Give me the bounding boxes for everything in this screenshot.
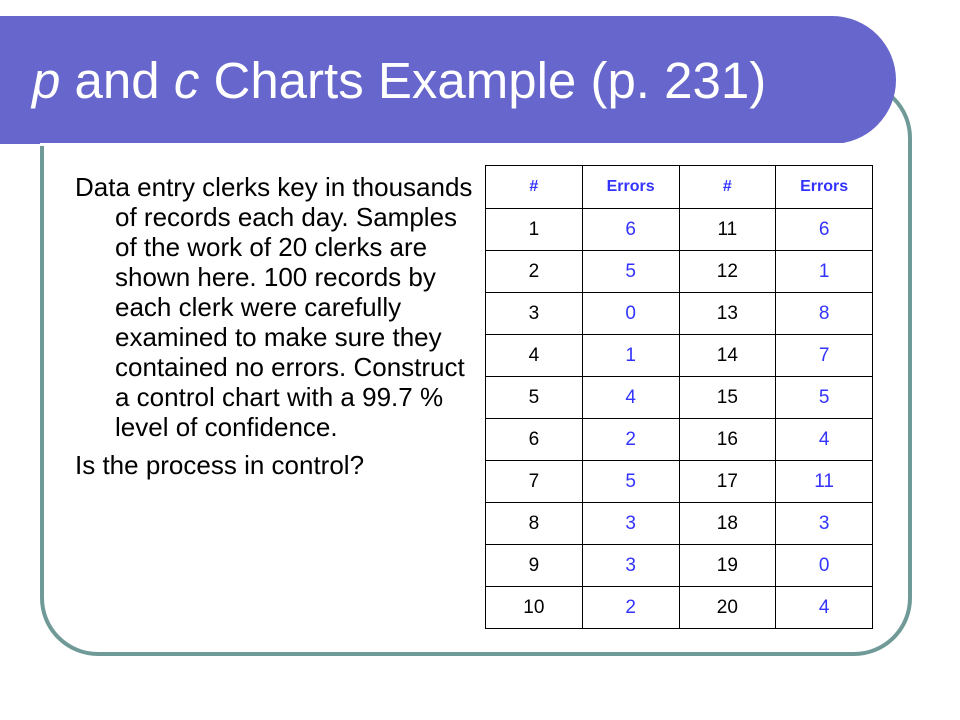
sample-number: 10 xyxy=(486,587,583,629)
error-count: 4 xyxy=(582,377,679,419)
table-row xyxy=(486,545,873,587)
title-rest: Charts Example (p. 231) xyxy=(213,52,767,109)
slide-title xyxy=(32,50,766,112)
error-count: 7 xyxy=(776,335,873,377)
table-row xyxy=(486,251,873,293)
header-number-1: # xyxy=(486,166,583,209)
body-paragraph-1: Data entry clerks key in thousands of records each day. Samples of the work of 20 clerks are shown here. 100 records by each clerk were carefully examined to make sure they contained no errors. Construct a control chart with a 99.7 % level of confidence. xyxy=(75,172,473,442)
sample-number: 2 xyxy=(486,251,583,293)
sample-number: 1 xyxy=(486,209,583,251)
sample-number: 4 xyxy=(486,335,583,377)
error-count: 5 xyxy=(776,377,873,419)
body-paragraph-2: Is the process in control? xyxy=(75,450,365,480)
error-count: 4 xyxy=(776,587,873,629)
title-italic-c: c xyxy=(173,52,200,109)
error-count: 1 xyxy=(776,251,873,293)
body-text xyxy=(75,172,475,480)
table-row xyxy=(486,293,873,335)
error-count: 3 xyxy=(582,503,679,545)
table-row xyxy=(486,419,873,461)
sample-number: 18 xyxy=(679,503,776,545)
sample-number: 6 xyxy=(486,419,583,461)
table-row xyxy=(486,335,873,377)
error-count: 6 xyxy=(776,209,873,251)
error-count: 3 xyxy=(582,545,679,587)
error-count: 1 xyxy=(582,335,679,377)
sample-number: 13 xyxy=(679,293,776,335)
header-errors-2: Errors xyxy=(776,166,873,209)
sample-number: 12 xyxy=(679,251,776,293)
table-row xyxy=(486,587,873,629)
error-count: 2 xyxy=(582,587,679,629)
error-count: 5 xyxy=(582,251,679,293)
sample-number: 17 xyxy=(679,461,776,503)
error-count: 5 xyxy=(582,461,679,503)
header-number-2: # xyxy=(679,166,776,209)
sample-number: 14 xyxy=(679,335,776,377)
table-row xyxy=(486,377,873,419)
error-count: 11 xyxy=(776,461,873,503)
sample-number: 15 xyxy=(679,377,776,419)
table-row xyxy=(486,209,873,251)
title-underline xyxy=(40,143,878,146)
title-bar xyxy=(0,16,896,144)
error-count: 8 xyxy=(776,293,873,335)
error-count: 0 xyxy=(582,293,679,335)
sample-number: 3 xyxy=(486,293,583,335)
error-count: 3 xyxy=(776,503,873,545)
sample-number: 16 xyxy=(679,419,776,461)
title-and: and xyxy=(74,52,160,109)
sample-number: 19 xyxy=(679,545,776,587)
error-count: 4 xyxy=(776,419,873,461)
error-count: 2 xyxy=(582,419,679,461)
sample-number: 5 xyxy=(486,377,583,419)
table-row xyxy=(486,461,873,503)
errors-table xyxy=(485,165,873,629)
error-count: 0 xyxy=(776,545,873,587)
sample-number: 8 xyxy=(486,503,583,545)
sample-number: 7 xyxy=(486,461,583,503)
error-count: 6 xyxy=(582,209,679,251)
table-row xyxy=(486,503,873,545)
table-header-row xyxy=(486,166,873,209)
sample-number: 9 xyxy=(486,545,583,587)
title-italic-p: p xyxy=(32,52,61,109)
sample-number: 20 xyxy=(679,587,776,629)
sample-number: 11 xyxy=(679,209,776,251)
header-errors-1: Errors xyxy=(582,166,679,209)
